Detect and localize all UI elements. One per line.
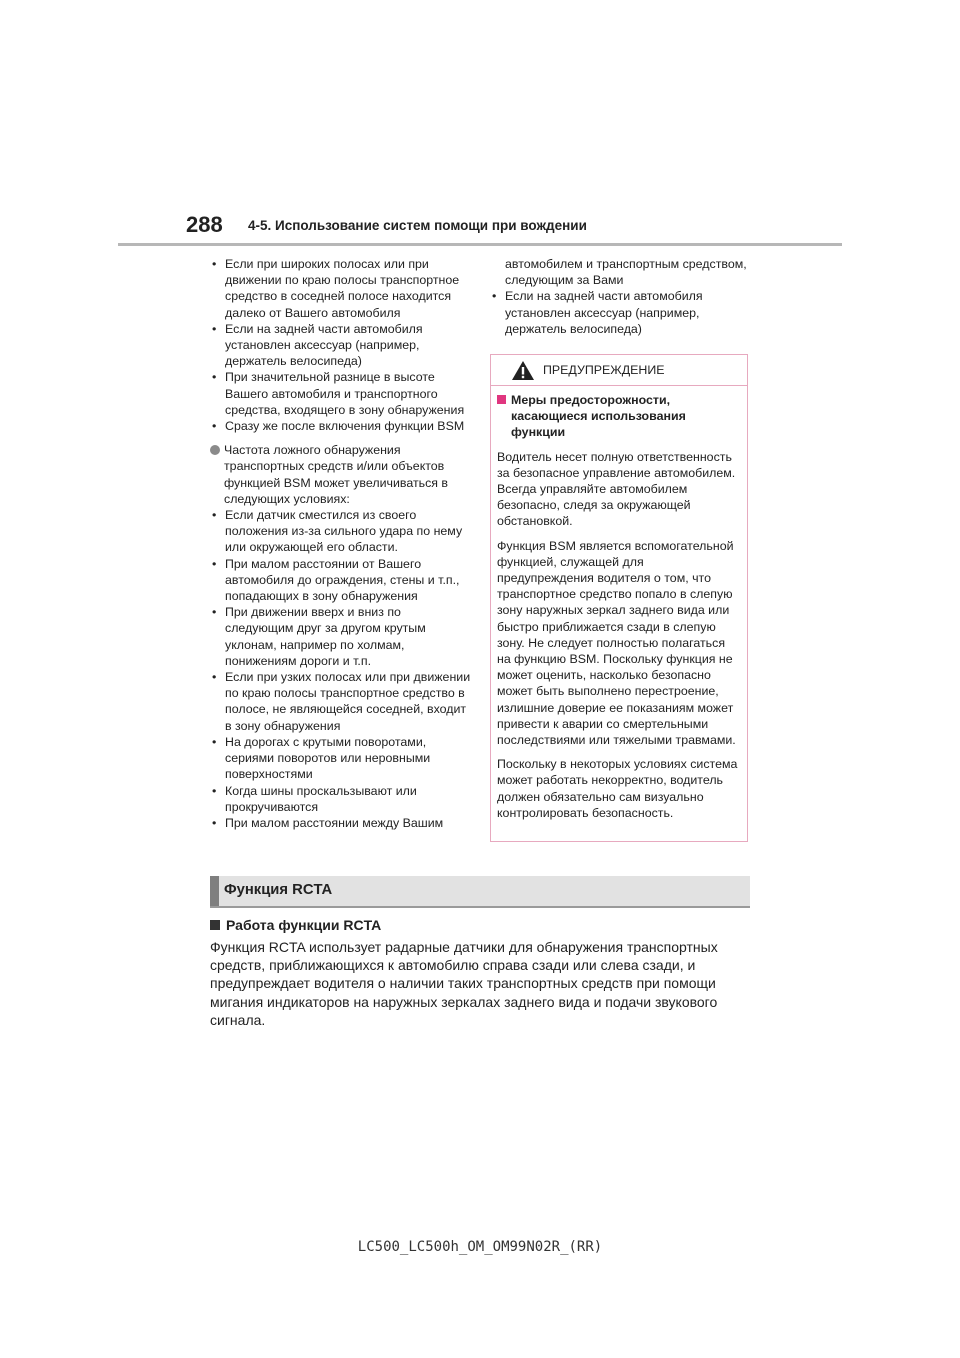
rcta-section-title: Функция RCTA <box>224 882 333 898</box>
circle-paragraph <box>210 442 472 507</box>
list-item: • Когда шины проскальзывают или прокручиваются <box>210 783 472 815</box>
list-item: • Если датчик сместился из своего положения из-за сильного удара по нему или окружающей его области. <box>210 507 472 556</box>
left-column <box>210 256 472 831</box>
list-item-continuation: автомобилем и транспортным средством, следующим за Вами <box>505 257 747 288</box>
circle-paragraph-text: Частота ложного обнаружения транспортных средств и/или объектов функцией BSM может увеличиваться в следующих условиях: <box>224 443 449 506</box>
warning-body <box>491 386 747 821</box>
pink-square-icon <box>497 395 506 404</box>
list-item: • При малом расстоянии от Вашего автомобиля до ограждения, стены и т.п., попадающих в зону обнаружения <box>210 556 472 605</box>
list-item: • Сразу же после включения функции BSM <box>210 418 472 434</box>
list-item: • Если при широких полосах или при движении по краю полосы транспортное средство в соседней полосе находится далеко от Вашего автомобиля <box>210 256 472 321</box>
warning-paragraph: Функция BSM является вспомогательной функцией, служащей для предупреждения водителя о том, что транспортное средство попало в слепую зону наружных зеркал заднего вида или быстро приближается сзади в слепую зону. Не следует полностью полагаться на функцию BSM. Поскольку функция не может оценить, насколько безопасно может быть выполнено перестроение, излишние доверие ее показаниям может привести к аварии со смертельными последствиями или тяжелыми травмами. <box>497 538 736 748</box>
rcta-paragraph: Функция RCTA использует радарные датчики для обнаружения транспортных средств, приближающихся к автомобилю справа сзади или слева сзади, и предупреждает водителя о наличии таких транспортных средств при помощи мигания индикаторов на наружных зеркалах заднего вида и подачи звукового сигнала. <box>210 939 718 1028</box>
square-bullet-icon <box>210 920 220 930</box>
page-number: 288 <box>186 212 223 237</box>
list-item: • При малом расстоянии между Вашим <box>210 815 472 831</box>
warning-header <box>491 355 747 386</box>
circle-bullet-icon <box>210 445 220 455</box>
warning-title: ПРЕДУПРЕЖДЕНИЕ <box>543 363 665 377</box>
section-title: 4-5. Использование систем помощи при вождении <box>248 218 587 233</box>
warning-paragraph: Поскольку в некоторых условиях система может работать некорректно, водитель должен обязательно сам визуально контролировать безопасность. <box>497 757 738 820</box>
warning-box <box>490 354 748 842</box>
list-item: • При движении вверх и вниз по следующим друг за другом крутым уклонам, например по холмам, понижениям дороги и т.п. <box>210 604 472 669</box>
rcta-section-band <box>210 876 750 908</box>
list-item: • На дорогах с крутыми поворотами, сериями поворотов или неровными поверхностями <box>210 734 472 783</box>
rcta-subheading-text: Работа функции RCTA <box>226 917 382 933</box>
right-column-top <box>490 256 748 337</box>
bullet-list-bottom <box>210 507 472 831</box>
warning-subheading-text: Меры предосторожности, касающиеся использования функции <box>511 393 686 440</box>
warning-subheading <box>497 392 741 441</box>
warning-paragraph: Водитель несет полную ответственность за безопасное управление автомобилем. Всегда управляйте автомобилем безопасно, следя за окружающей обстановкой. <box>497 449 736 529</box>
rcta-subheading <box>210 917 381 933</box>
footer-doc-code: LC500_LC500h_OM_OM99N02R_(RR) <box>357 1239 603 1255</box>
warning-triangle-icon <box>511 360 535 381</box>
header-rule <box>118 243 842 246</box>
list-item: • Если на задней части автомобиля установлен аксессуар (например, держатель велосипеда) <box>210 321 472 370</box>
list-item: • При значительной разнице в высоте Вашего автомобиля и транспортного средства, входящего в зону обнаружения <box>210 369 472 418</box>
list-item: • Если при узких полосах или при движении по краю полосы транспортное средство в полосе, не являющейся соседней, входит в зону обнаружения <box>210 669 472 734</box>
list-item: • Если на задней части автомобиля установлен аксессуар (например, держатель велосипеда) <box>490 288 748 337</box>
section-accent-bar <box>210 876 219 906</box>
bullet-list-right <box>490 256 748 337</box>
bullet-list-top <box>210 256 472 434</box>
